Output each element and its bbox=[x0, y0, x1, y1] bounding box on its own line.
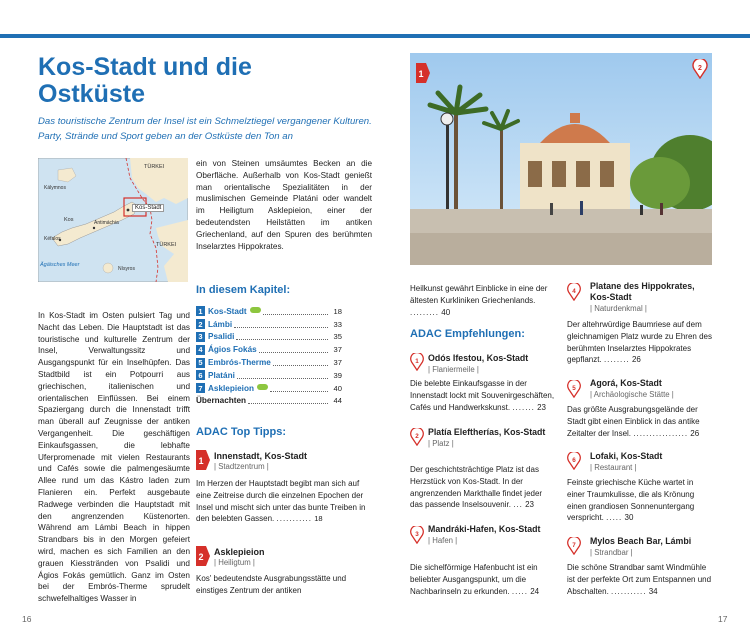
top-tip-1[interactable] bbox=[214, 451, 390, 471]
map-label-kefalos: Kéfalos bbox=[44, 236, 61, 242]
chapter-page: 37 bbox=[333, 345, 342, 355]
rec-category: | Hafen | bbox=[428, 536, 458, 545]
rec-page: 30 bbox=[624, 513, 634, 523]
recommendation-5-text: Das größte Ausgrabungsgelände der Stadt gibt einen Einblick in das antike Zeitalter der Insel. ................. 26 bbox=[567, 405, 700, 438]
chapter-name: Embrós-Therme bbox=[208, 358, 271, 368]
rec-category: | Archäologische Stätte | bbox=[590, 390, 674, 399]
recommendation-4[interactable] bbox=[590, 281, 715, 313]
chapter-name: Kos-Stadt bbox=[208, 306, 247, 316]
body-column-left bbox=[38, 310, 190, 605]
tip-leaf-icon bbox=[257, 384, 268, 390]
chapter-number: 4 bbox=[196, 345, 205, 355]
rec-text: Die belebte Einkaufsgasse in der Innenstadt lockt mit Souvenirgeschäften, Cafés und Handwerkskunst. bbox=[410, 379, 555, 412]
rec-text: Der geschichtsträchtige Platz ist das Herzstück von Kos-Stadt. In der angrenzenden Markthalle findet jeder das passende Inselsouvenir. bbox=[410, 465, 543, 510]
svg-text:2: 2 bbox=[698, 65, 702, 72]
rec-title: Platía Eleftherías, Kos-Stadt bbox=[428, 427, 546, 437]
svg-text:7: 7 bbox=[572, 541, 576, 549]
chapter-page: 40 bbox=[333, 383, 342, 393]
body-paragraph: In Kos-Stadt im Osten pulsiert Tag und Nacht das Leben. Die Hauptstadt ist das touristische und kulturelle Zentrum der Insel, Verwaltungssitz und Ausgangspunkt für ein Inselhüpfen. Das Stadtbild ist ein Potpourri aus griechischen, italienischen und orientalischen Einflüssen. Bei einem Spaziergang durch die Innenstadt trifft man überall auf Zeugnisse der antiken Vergangenheit. Die geschäftigen Einkaufsgassen, die lebhafte Uferpromenade mit vielen Restaurants und Cafés sowie die palmengesäumte Allee rund um das Kástro laden zum Flanieren ein. Perfekt ausgebaute Radwege verbinden die Hauptstadt mit den angrenzenden Küstenorten. Während am Lámbi Beach in hippen Strandbars bis in den Morgen gefeiert wird, machen es sich Familien an den grauen Kiesstränden von Psalidi und Ágios Fokás gemütlich. Ganz im Osten bei der Embrós-Therme sprudelt schwefelhaltiges Wasser in bbox=[38, 311, 190, 604]
continued-page: 40 bbox=[441, 307, 451, 317]
map-label-kos: Kos bbox=[64, 217, 74, 223]
chapter-page: 33 bbox=[333, 319, 342, 329]
rec-category: | Flaniermeile | bbox=[428, 365, 479, 374]
rec-title: Mylos Beach Bar, Lámbi bbox=[590, 536, 692, 546]
map-pin-icon bbox=[566, 380, 582, 398]
recommendation-2[interactable] bbox=[428, 427, 558, 448]
chapter-page: 39 bbox=[333, 370, 342, 380]
tip-text: Kos' bedeutendste Ausgrabungsstätte und einstiges Zentrum der antiken bbox=[196, 574, 347, 595]
chapter-item-4[interactable] bbox=[196, 343, 342, 356]
map-pin-icon bbox=[409, 353, 425, 371]
recommendation-7[interactable] bbox=[590, 536, 715, 557]
leader-dots bbox=[248, 397, 328, 404]
chapter-page: 44 bbox=[333, 396, 342, 406]
region-map bbox=[38, 158, 188, 282]
tip-leaf-icon bbox=[250, 307, 261, 313]
svg-text:6: 6 bbox=[572, 456, 576, 464]
chapter-item-5[interactable] bbox=[196, 356, 342, 369]
chapter-name: Psalidi bbox=[208, 332, 235, 342]
map-label-sea: Ägäisches Meer bbox=[40, 262, 80, 268]
tip-title: Innenstadt, Kos-Stadt bbox=[214, 451, 308, 461]
map-label-kos-stadt: Kos-Stadt bbox=[132, 204, 164, 212]
recommendation-2-text: Der geschichtsträchtige Platz ist das Herzstück von Kos-Stadt. In der angrenzenden Markthalle findet jeder das passende Inselsouvenir. ... 23 bbox=[410, 465, 543, 510]
rec-text: Das größte Ausgrabungsgelände der Stadt gibt einen Einblick in das antike Zeitalter der Insel. bbox=[567, 405, 700, 438]
map-pin-icon bbox=[409, 526, 425, 544]
hero-photo bbox=[410, 53, 712, 265]
rec-title: Platane des Hippokrates, Kos-Stadt bbox=[590, 281, 695, 302]
svg-text:5: 5 bbox=[572, 384, 576, 392]
chapter-number: 1 bbox=[196, 306, 205, 316]
photo-mosque-square bbox=[410, 53, 712, 265]
rec-page: 26 bbox=[631, 355, 641, 365]
chapters-heading: In diesem Kapitel: bbox=[196, 284, 291, 296]
chapter-item-6[interactable] bbox=[196, 369, 342, 382]
tip-page: 18 bbox=[314, 514, 323, 524]
chapter-number: 2 bbox=[196, 319, 205, 329]
rec-category: | Restaurant | bbox=[590, 463, 637, 472]
chapter-item-overnight[interactable] bbox=[196, 395, 342, 408]
chapter-item-1[interactable] bbox=[196, 305, 342, 318]
chapter-page: 37 bbox=[333, 358, 342, 368]
tip-category: | Stadtzentrum | bbox=[214, 462, 269, 471]
svg-text:2: 2 bbox=[415, 432, 419, 440]
rec-category: | Naturdenkmal | bbox=[590, 304, 647, 313]
tip-badge-icon bbox=[196, 450, 210, 470]
rec-title: Odós Ifestou, Kos-Stadt bbox=[428, 353, 529, 363]
chapter-item-2[interactable] bbox=[196, 318, 342, 331]
map-label-kalymnos: Kálymnos bbox=[44, 185, 66, 191]
recommendation-5[interactable] bbox=[590, 378, 715, 399]
chapter-number: 6 bbox=[196, 370, 205, 380]
leader-dots bbox=[234, 321, 328, 328]
map-pin-icon bbox=[566, 452, 582, 470]
chapter-list bbox=[196, 305, 342, 407]
top-tips-heading: ADAC Top Tipps: bbox=[196, 426, 287, 438]
svg-text:3: 3 bbox=[415, 530, 419, 538]
tip-badge-icon bbox=[196, 546, 210, 566]
rec-title: Agorá, Kos-Stadt bbox=[590, 378, 662, 388]
chapter-name: Lámbi bbox=[208, 319, 233, 329]
chapter-page: 18 bbox=[333, 306, 342, 316]
map-label-turkey-top: TÜRKEI bbox=[144, 164, 165, 170]
top-tip-2[interactable] bbox=[214, 547, 390, 567]
rec-title: Mandráki-Hafen, Kos-Stadt bbox=[428, 524, 541, 534]
tip-category: | Heiligtum | bbox=[214, 558, 255, 567]
rec-title: Lofaki, Kos-Stadt bbox=[590, 451, 663, 461]
leader-dots bbox=[263, 308, 328, 315]
recommendation-6-text: Feinste griechische Küche wartet in einer Traumkulisse, die als Krönung einen grandiosen Sonnenuntergang verspricht. ..... 30 bbox=[567, 478, 695, 523]
chapter-number: 7 bbox=[196, 383, 205, 393]
leader-dots bbox=[270, 385, 328, 392]
leader-dots bbox=[259, 346, 328, 353]
recommendation-6[interactable] bbox=[590, 451, 715, 472]
svg-text:1: 1 bbox=[415, 357, 419, 365]
leader-dots bbox=[237, 372, 328, 379]
chapter-name: Asklepieion bbox=[208, 383, 254, 393]
continued-text: Heilkunst gewährt Einblicke in eine der ältesten Kurkliniken Griechenlands. ......... 40 bbox=[410, 284, 548, 317]
rec-category: | Platz | bbox=[428, 439, 454, 448]
leader-dots bbox=[236, 333, 328, 340]
chapter-number: 5 bbox=[196, 358, 205, 368]
rec-text: Feinste griechische Küche wartet in einer Traumkulisse, die als Krönung einen grandiosen Sonnenuntergang verspricht. bbox=[567, 478, 695, 523]
rec-page: 23 bbox=[525, 500, 535, 510]
map-label-nisyros: Nísyros bbox=[118, 266, 135, 272]
recommendation-3-text: Die sichelförmige Hafenbucht ist ein beliebter Ausgangspunkt, um die Nachbarinseln zu erkunden. ..... 24 bbox=[410, 563, 540, 596]
chapter-page: 35 bbox=[333, 332, 342, 342]
map-label-turkey-bottom: TÜRKEI bbox=[156, 242, 177, 248]
rec-text: Die schöne Strandbar samt Windmühle ist der perfekte Ort zum Entspannen und Abschalten. bbox=[567, 563, 712, 596]
rec-page: 34 bbox=[648, 586, 658, 596]
rec-text: Der altehrwürdige Baumriese auf dem gleichnamigen Platz wurde zu Ehren des berühmten Inselarztes Hippokrates gepflanzt. bbox=[567, 320, 712, 365]
chapter-number: 3 bbox=[196, 332, 205, 342]
map-pin-icon bbox=[566, 283, 582, 301]
rec-category: | Strandbar | bbox=[590, 548, 633, 557]
rec-text: Die sichelförmige Hafenbucht ist ein beliebter Ausgangspunkt, um die Nachbarinseln zu erkunden. bbox=[410, 563, 538, 596]
recommendation-7-text: Die schöne Strandbar samt Windmühle ist der perfekte Ort zum Entspannen und Abschalten. ........... 34 bbox=[567, 563, 712, 596]
title-line-2: Ostküste bbox=[38, 80, 145, 108]
page-number-right: 17 bbox=[718, 614, 728, 624]
svg-text:2: 2 bbox=[198, 552, 204, 562]
photo-pin-icon bbox=[692, 59, 708, 79]
top-tip-2-text bbox=[196, 571, 372, 597]
svg-text:1: 1 bbox=[418, 69, 424, 79]
leader-dots bbox=[273, 359, 328, 366]
top-tip-1-text: Im Herzen der Hauptstadt begibt man sich auf eine Zeitreise durch die einzelnen Epochen der Insel und mischt sich unter das bunte Treiben in den belebten Gassen. ........... 18 bbox=[196, 479, 366, 524]
chapter-name: Platáni bbox=[208, 370, 235, 380]
chapter-name: Ágios Fokás bbox=[208, 345, 257, 355]
top-rule bbox=[0, 34, 750, 38]
page-number-left: 16 bbox=[22, 614, 32, 624]
rec-page: 24 bbox=[530, 586, 540, 596]
photo-badge-icon bbox=[416, 63, 430, 83]
recommendation-4-text: Der altehrwürdige Baumriese auf dem gleichnamigen Platz wurde zu Ehren des berühmten Inselarztes Hippokrates gepflanzt. ........ 26 bbox=[567, 320, 712, 365]
svg-text:4: 4 bbox=[572, 287, 576, 295]
rec-page: 23 bbox=[537, 402, 546, 412]
page-title bbox=[38, 54, 358, 108]
recommendation-3[interactable] bbox=[428, 524, 558, 545]
recommendation-1[interactable] bbox=[428, 353, 558, 374]
map-pin-icon bbox=[566, 537, 582, 555]
continued-paragraph: Heilkunst gewährt Einblicke in eine der ältesten Kurkliniken Griechenlands. bbox=[410, 284, 548, 305]
chapter-name: Übernachten bbox=[196, 396, 247, 406]
chapter-item-3[interactable] bbox=[196, 331, 342, 344]
tip-title: Asklepieion bbox=[214, 547, 265, 557]
title-line-1: Kos-Stadt und die bbox=[38, 53, 252, 81]
rec-page: 26 bbox=[690, 428, 700, 438]
map-label-antimachia: Antimáchia bbox=[94, 220, 119, 226]
svg-text:1: 1 bbox=[198, 456, 204, 466]
intro-text: Das touristische Zentrum der Insel ist ein Schmelztiegel vergangener Kulturen. Party, Strände und Sport geben an der Ostküste den Ton an bbox=[38, 116, 372, 142]
chapter-item-7[interactable] bbox=[196, 382, 342, 395]
tip-text: Im Herzen der Hauptstadt begibt man sich auf eine Zeitreise durch die einzelnen Epochen der Insel und mischt sich unter das bunte Treiben in den belebten Gassen. bbox=[196, 479, 366, 524]
recommendations-heading: ADAC Empfehlungen: bbox=[410, 328, 525, 340]
body-paragraph: ein von Steinen umsäumtes Becken an die Oberfläche. Außerhalb von Kos-Stadt genießt man orientalische Spezialitäten in der muslimischen Gemeinde Platáni oder wandelt im Heiligtum Asklepieion, einer der bedeutendsten Heilstätten im antiken Griechenland, auf den Spuren des berühmten Inselarztes Hippokrates. bbox=[196, 159, 372, 251]
recommendation-1-text: Die belebte Einkaufsgasse in der Innenstadt lockt mit Souvenirgeschäften, Cafés und Handwerkskunst. ....... 23 bbox=[410, 379, 555, 412]
map-pin-icon bbox=[409, 428, 425, 446]
body-column-middle bbox=[196, 158, 372, 252]
